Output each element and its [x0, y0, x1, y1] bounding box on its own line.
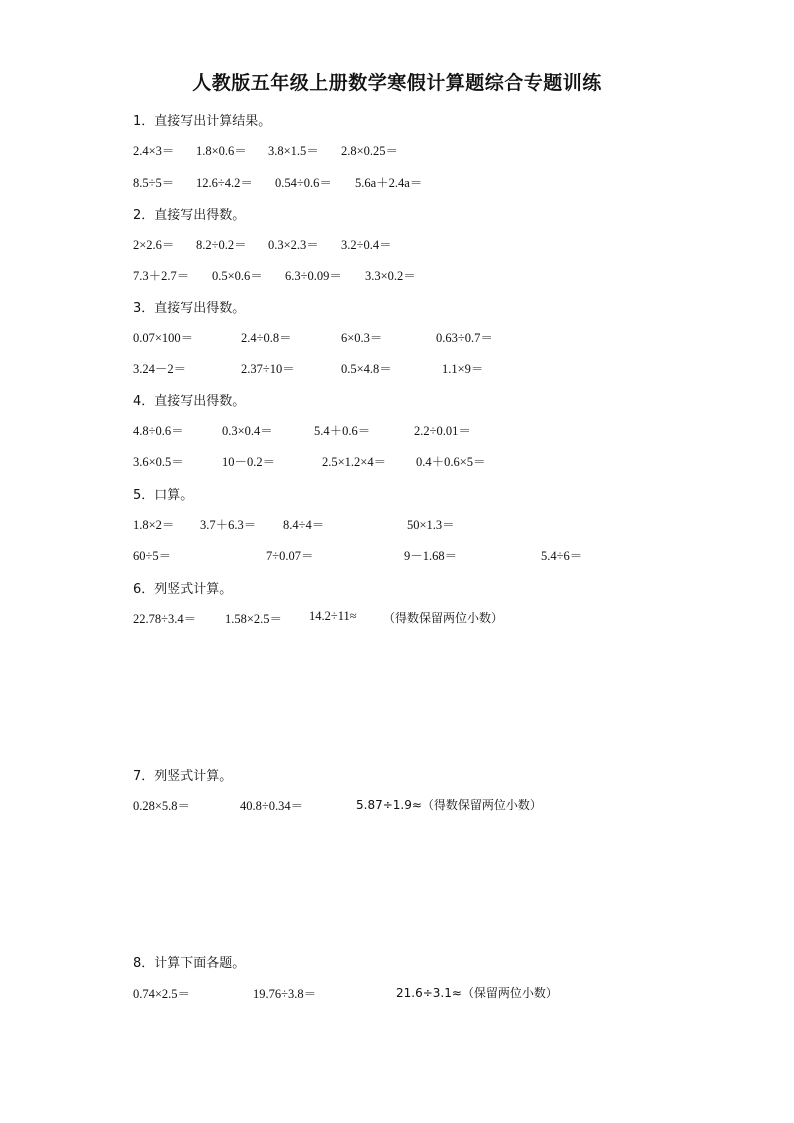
problem: 50×1.3＝ [407, 518, 455, 532]
problem: 3.8×1.5＝ [268, 144, 319, 158]
section-5-row-1 [0, 515, 794, 533]
problem: 1.1×9＝ [442, 362, 484, 376]
section-4-row-1 [0, 421, 794, 439]
rounding-instruction: （得数保留两位小数） [383, 611, 504, 625]
section-4-heading: 4．直接写出得数。 [133, 394, 246, 409]
problem: 6.3÷0.09＝ [285, 269, 342, 283]
problem: 12.6÷4.2＝ [196, 176, 253, 190]
problem: 60÷5＝ [133, 549, 172, 563]
problem: 9－1.68＝ [404, 549, 458, 563]
section-1-row-1 [0, 141, 794, 159]
problem: 7.3＋2.7＝ [133, 269, 190, 283]
problem: 1.8×0.6＝ [196, 144, 247, 158]
section-8-heading: 8．计算下面各题。 [133, 956, 246, 971]
problem: 5.6a＋2.4a＝ [355, 176, 423, 190]
problem: 2.5×1.2×4＝ [322, 455, 387, 469]
problem: 0.54÷0.6＝ [275, 176, 332, 190]
problem: 4.8÷0.6＝ [133, 424, 184, 438]
page-title: 人教版五年级上册数学寒假计算题综合专题训练 [192, 72, 602, 94]
section-8-row-1 [0, 984, 794, 1002]
section-1-heading: 1．直接写出计算结果。 [133, 114, 272, 129]
section-7-row-1 [0, 796, 794, 814]
problem: 0.28×5.8＝ [133, 799, 191, 813]
problem: 8.5÷5＝ [133, 176, 175, 190]
problem: 5.87÷1.9≈（得数保留两位小数） [356, 798, 542, 812]
problem: 0.5×4.8＝ [341, 362, 392, 376]
problem: 7÷0.07＝ [266, 549, 314, 563]
section-1-row-2 [0, 173, 794, 191]
section-3-row-1 [0, 328, 794, 346]
problem: 3.2÷0.4＝ [341, 238, 392, 252]
problem: 2.8×0.25＝ [341, 144, 399, 158]
section-2-heading: 2．直接写出得数。 [133, 208, 246, 223]
problem: 0.4＋0.6×5＝ [416, 455, 486, 469]
problem: 0.07×100＝ [133, 331, 194, 345]
problem: 5.4＋0.6＝ [314, 424, 371, 438]
problem: 2×2.6＝ [133, 238, 175, 252]
section-3-heading: 3．直接写出得数。 [133, 301, 246, 316]
section-5-heading: 5．口算。 [133, 488, 194, 503]
problem: 5.4÷6＝ [541, 549, 583, 563]
problem: 0.3×0.4＝ [222, 424, 273, 438]
problem: 3.3×0.2＝ [365, 269, 416, 283]
section-4-row-2 [0, 452, 794, 470]
section-6-heading: 6．列竖式计算。 [133, 582, 233, 597]
section-6-row-1 [0, 609, 794, 627]
problem: 3.7＋6.3＝ [200, 518, 257, 532]
problem: 3.24－2＝ [133, 362, 187, 376]
problem: 0.63÷0.7＝ [436, 331, 493, 345]
problem: 2.2÷0.01＝ [414, 424, 471, 438]
problem: 2.4×3＝ [133, 144, 175, 158]
section-3-row-2 [0, 359, 794, 377]
section-5-row-2 [0, 546, 794, 564]
section-2-row-1 [0, 235, 794, 253]
problem: 2.37÷10＝ [241, 362, 295, 376]
problem: 6×0.3＝ [341, 331, 383, 345]
problem: 8.4÷4＝ [283, 518, 325, 532]
problem: 2.4÷0.8＝ [241, 331, 292, 345]
section-2-row-2 [0, 266, 794, 284]
problem: 19.76÷3.8＝ [253, 987, 317, 1001]
problem: 40.8÷0.34＝ [240, 799, 304, 813]
problem: 22.78÷3.4＝ [133, 612, 197, 626]
problem: 8.2÷0.2＝ [196, 238, 247, 252]
problem: 21.6÷3.1≈（保留两位小数） [396, 986, 558, 1000]
problem: 1.8×2＝ [133, 518, 175, 532]
problem: 0.3×2.3＝ [268, 238, 319, 252]
section-7-heading: 7．列竖式计算。 [133, 769, 233, 784]
problem: 10－0.2＝ [222, 455, 276, 469]
problem: 0.74×2.5＝ [133, 987, 191, 1001]
problem: 3.6×0.5＝ [133, 455, 184, 469]
problem: 14.2÷11≈ [309, 609, 357, 623]
problem: 1.58×2.5＝ [225, 612, 283, 626]
problem: 0.5×0.6＝ [212, 269, 263, 283]
